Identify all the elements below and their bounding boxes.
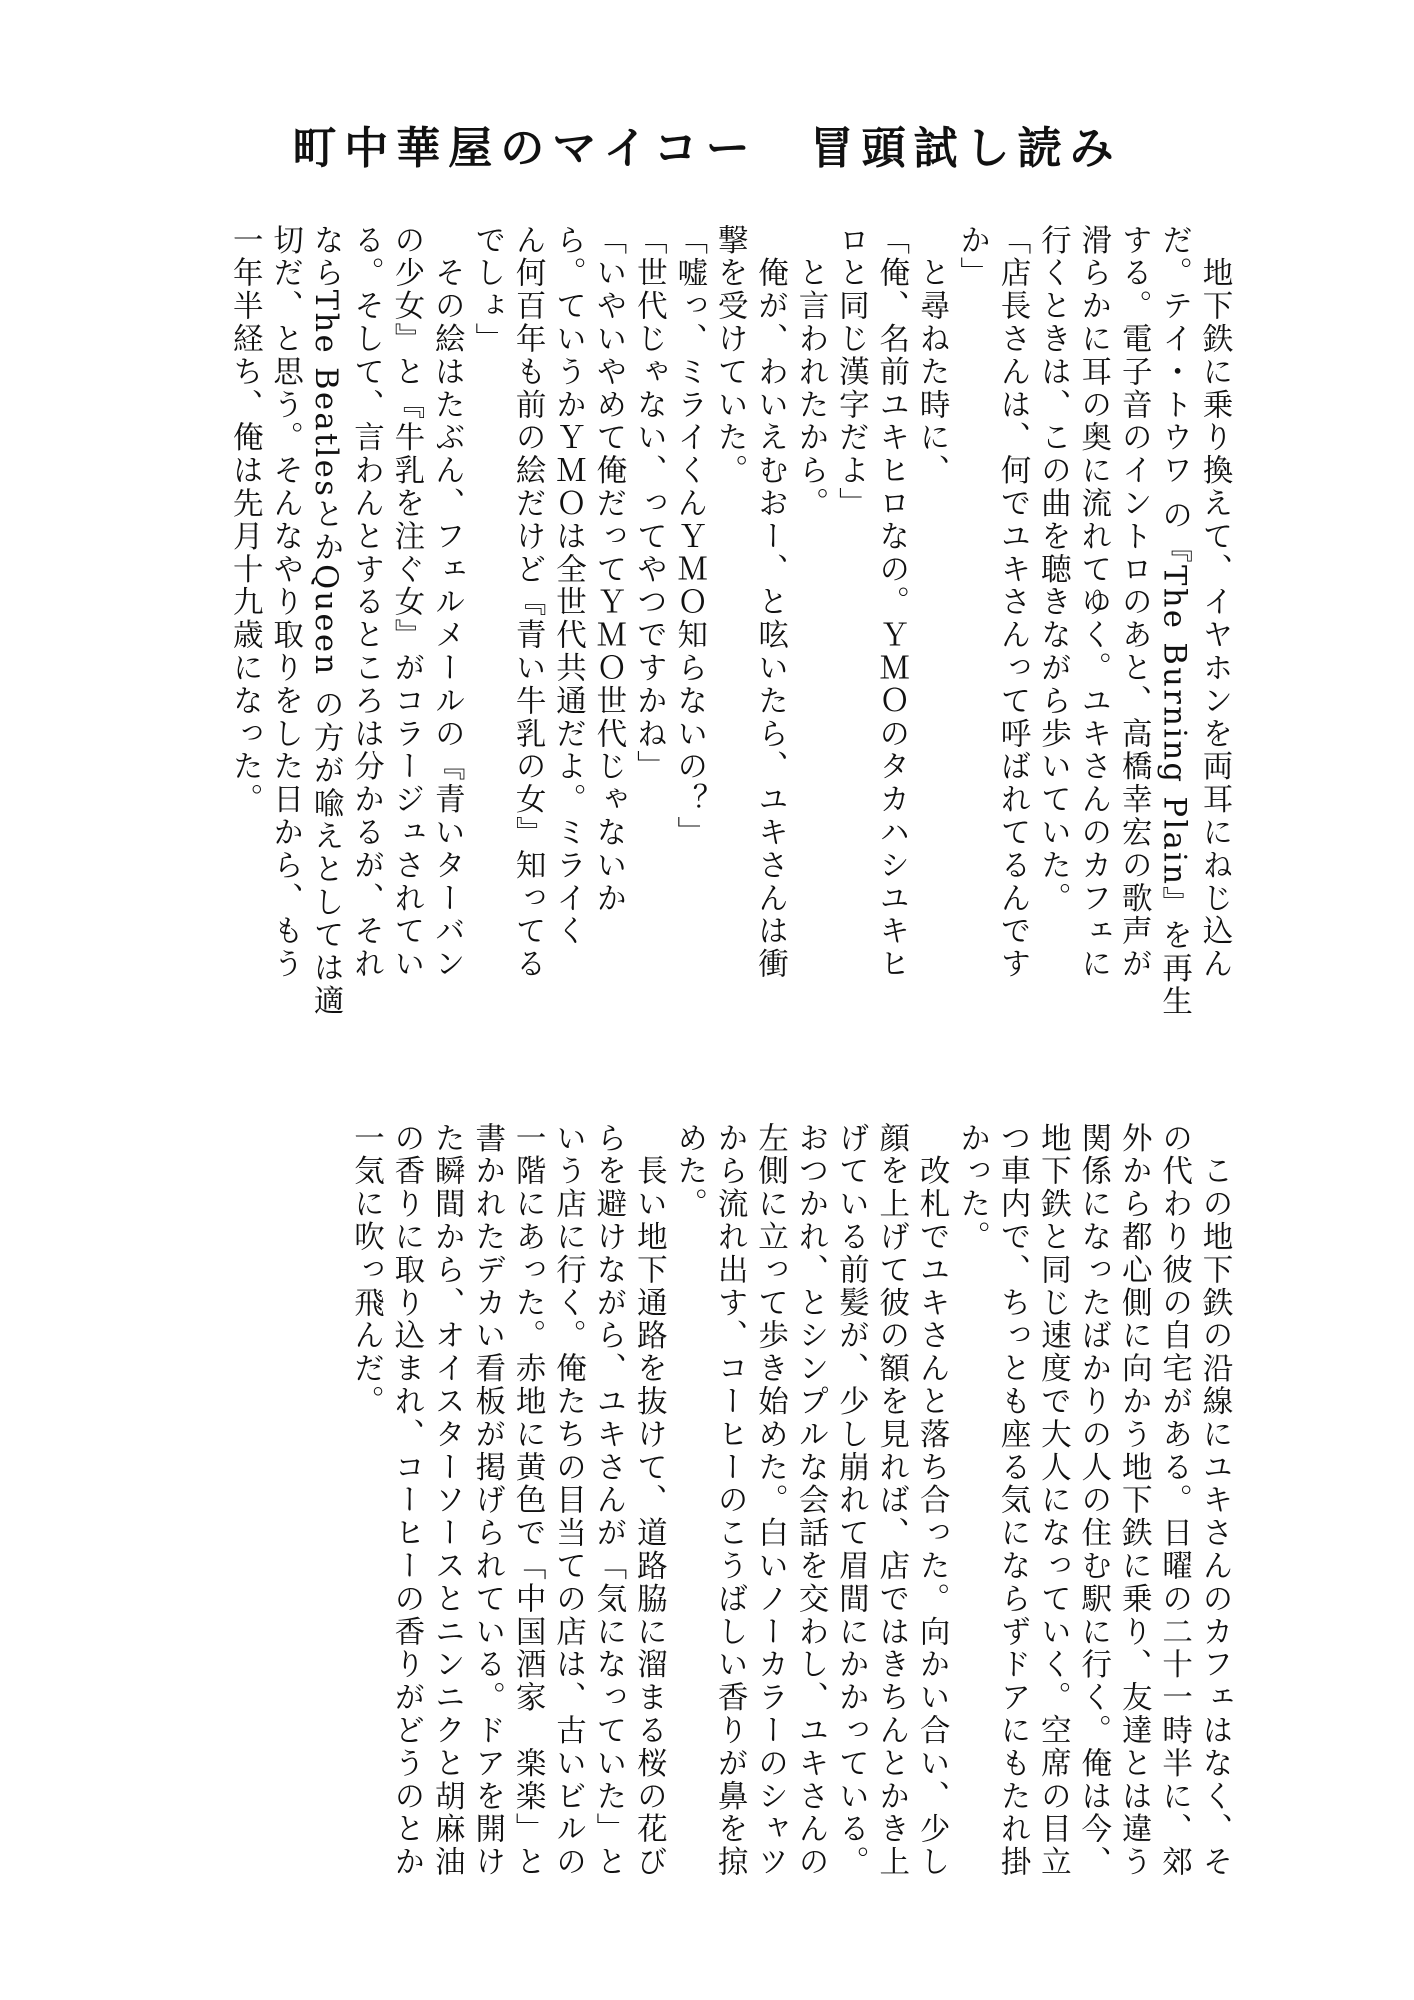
text-line: 長い地下通路を抜けて、道路脇に溜まる桜の花び bbox=[631, 1122, 667, 1879]
text-line: 地下鉄に乗り換えて、イヤホンを両耳にねじ込ん bbox=[1197, 224, 1232, 981]
text-line: いう店に行く。俺たちの目当ての店は、古いビルの bbox=[550, 1122, 586, 1879]
text-line: おつかれ、とシンプルな会話を交わし、ユキさんの bbox=[792, 1122, 828, 1879]
page-title: 町中華屋のマイコー 冒頭試し読み bbox=[292, 123, 1122, 174]
text-line: た瞬間から、オイスターソースとニンニクと胡麻油 bbox=[429, 1122, 465, 1879]
text-line: ら。ていうかＹＭＯは全世代共通だよ。ミライく bbox=[550, 224, 586, 948]
text-line: らを避けながら、ユキさんが「気になっていた」と bbox=[590, 1122, 626, 1879]
text-line: の香りに取り込まれ、コーヒーの香りがどうのとか bbox=[388, 1122, 424, 1879]
text-line: 地下鉄と同じ速度で大人になっていく。空席の目立 bbox=[1035, 1122, 1071, 1879]
text-line: つ車内で、ちっとも座る気にならずドアにもたれ掛 bbox=[994, 1122, 1030, 1879]
text-line: 関係になったばかりの人の住む駅に行く。俺は今、 bbox=[1075, 1122, 1111, 1879]
text-line: 「俺、名前ユキヒロなの。ＹＭＯのタカハシユキヒ bbox=[873, 224, 909, 981]
text-line: ロと同じ漢字だよ」 bbox=[833, 224, 869, 521]
text-line: かった。 bbox=[954, 1122, 990, 1254]
text-line: 書かれたデカい看板が掲げられている。ドアを開け bbox=[469, 1122, 505, 1879]
text-line: 「店長さんは、何でユキさんって呼ばれてるんです bbox=[994, 224, 1030, 981]
text-block-lower bbox=[345, 1122, 1234, 1882]
text-line: から流れ出す、コーヒーのこうばしい香りが鼻を掠 bbox=[712, 1122, 748, 1879]
text-line: の少女』と『牛乳を注ぐ女』がコラージュされてい bbox=[388, 224, 424, 981]
text-line: だ。テイ・トウワ の『The Burning Plain』を再生 bbox=[1156, 224, 1192, 1018]
text-line: ならThe BeatlesとかQueen の方が喩えとしては適 bbox=[308, 224, 344, 1018]
text-line: と尋ねた時に、 bbox=[914, 224, 950, 488]
text-line: 滑らかに耳の奥に流れてゆく。ユキさんのカフェに bbox=[1075, 224, 1111, 981]
text-line: ん何百年も前の絵だけど『青い牛乳の女』知ってる bbox=[510, 224, 546, 981]
text-line: 一気に吹っ飛んだ。 bbox=[348, 1122, 384, 1419]
text-line: 撃を受けていた。 bbox=[712, 224, 748, 488]
text-block-upper bbox=[224, 224, 1234, 1018]
text-line: の代わり彼の自宅がある。日曜の二十一時半に、郊 bbox=[1156, 1122, 1192, 1879]
text-line: げている前髪が、少し崩れて眉間にかかっている。 bbox=[833, 1122, 869, 1879]
text-line: 「嘘っ、ミライくんＹＭＯ知らないの？」 bbox=[671, 224, 707, 850]
text-line: と言われたから。 bbox=[792, 224, 828, 521]
text-line: する。電子音のイントロのあと、高橋幸宏の歌声が bbox=[1116, 224, 1152, 981]
text-line: その絵はたぶん、フェルメールの『青いターバン bbox=[429, 224, 465, 981]
text-line: 左側に立って歩き始めた。白いノーカラーのシャツ bbox=[752, 1122, 788, 1879]
text-line: 顔を上げて彼の額を見れば、店ではきちんとかき上 bbox=[873, 1122, 909, 1879]
text-line: 切だ、と思う。そんなやり取りをした日から、もう bbox=[267, 224, 303, 981]
text-line: 改札でユキさんと落ち合った。向かい合い、少し bbox=[914, 1122, 950, 1879]
text-line: か」 bbox=[954, 224, 990, 290]
text-line: 一年半経ち、俺は先月十九歳になった。 bbox=[227, 224, 263, 817]
text-line: この地下鉄の沿線にユキさんのカフェはなく、そ bbox=[1197, 1122, 1232, 1879]
text-line: 「いやいやめて俺だってＹＭＯ世代じゃないか bbox=[590, 224, 626, 915]
text-line: でしょ」 bbox=[469, 224, 505, 356]
text-line: 「世代じゃない、ってやつですかね」 bbox=[631, 224, 667, 784]
text-line: 一階にあった。赤地に黄色で「中国酒家 楽楽」と bbox=[510, 1122, 546, 1879]
text-line: めた。 bbox=[671, 1122, 707, 1221]
text-line: 俺が、わいえむおー、と呟いたら、ユキさんは衝 bbox=[752, 224, 788, 981]
text-line: 外から都心側に向かう地下鉄に乗り、友達とは違う bbox=[1116, 1122, 1152, 1879]
text-line: る。そして、言わんとするところは分かるが、それ bbox=[348, 224, 384, 981]
text-line: 行くときは、この曲を聴きながら歩いていた。 bbox=[1035, 224, 1071, 915]
